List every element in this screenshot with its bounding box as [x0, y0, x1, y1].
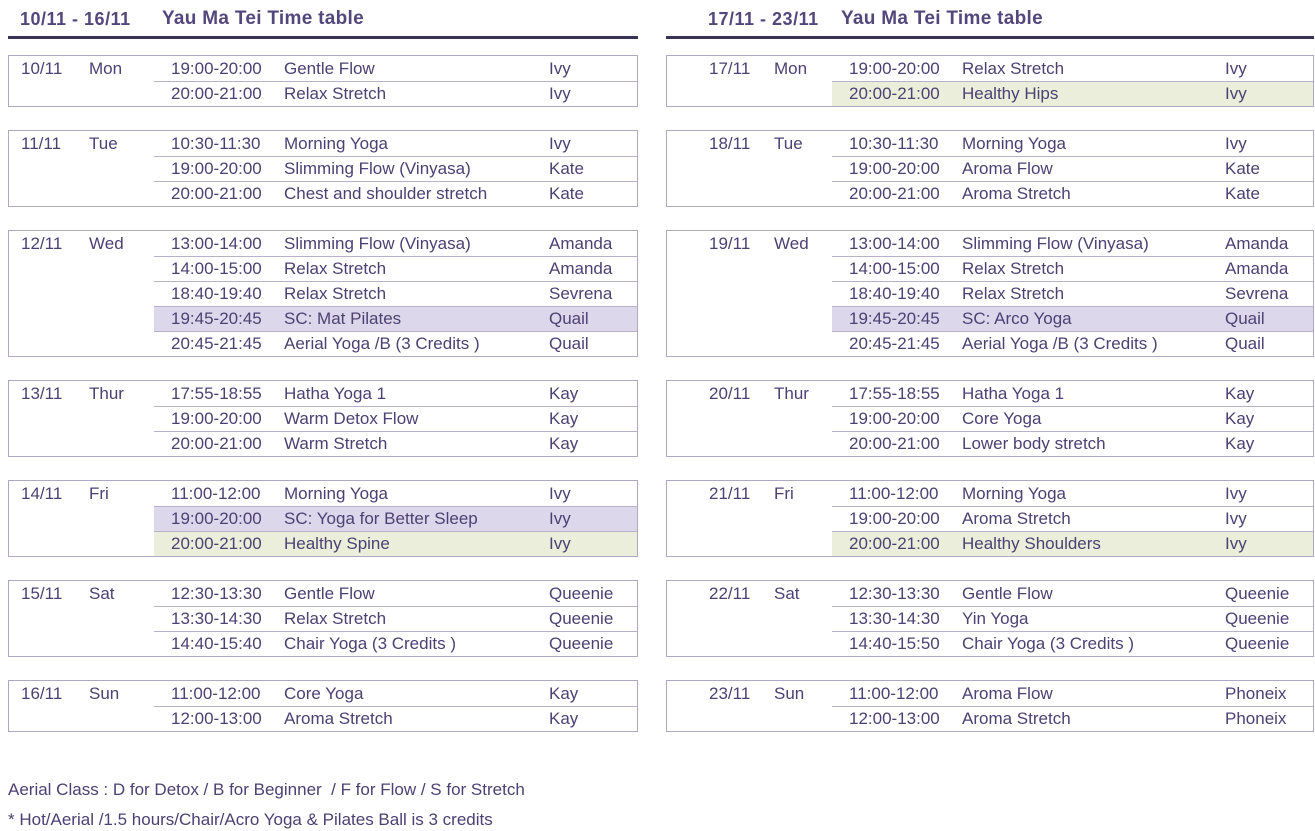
- day-name: Fri: [89, 484, 109, 503]
- class-teacher: Ivy: [1225, 484, 1247, 503]
- day-date: 18/11: [709, 134, 751, 153]
- class-name: Aroma Stretch: [962, 184, 1071, 203]
- day-date: 11/11: [21, 134, 62, 153]
- class-time: 10:30-11:30: [171, 134, 261, 153]
- table-header: [666, 7, 1314, 31]
- class-row: [154, 481, 637, 506]
- class-row: [154, 281, 637, 306]
- week-column: [666, 7, 1314, 755]
- class-row: [832, 256, 1313, 281]
- class-time: 20:00-21:00: [849, 534, 940, 553]
- class-time: 11:00-12:00: [849, 684, 939, 703]
- class-row: [154, 631, 637, 656]
- class-row: [154, 331, 637, 356]
- class-row: [154, 156, 637, 181]
- class-teacher: Ivy: [1225, 59, 1247, 78]
- class-name: Morning Yoga: [284, 484, 388, 503]
- day-block: [8, 480, 638, 557]
- day-name: Thur: [774, 384, 809, 403]
- header-rule: [666, 36, 1314, 39]
- class-teacher: Ivy: [549, 534, 571, 553]
- class-name: Aerial Yoga /B (3 Credits ): [962, 334, 1158, 353]
- class-teacher: Ivy: [549, 84, 571, 103]
- class-time: 19:00-20:00: [849, 59, 940, 78]
- class-row: [832, 56, 1313, 81]
- class-row: [154, 231, 637, 256]
- class-time: 20:45-21:45: [171, 334, 262, 353]
- class-rows: [154, 231, 637, 356]
- class-name: Aroma Stretch: [962, 509, 1071, 528]
- class-name: Relax Stretch: [284, 609, 387, 628]
- class-teacher: Phoneix: [1225, 709, 1287, 728]
- class-time: 19:00-20:00: [849, 509, 940, 528]
- class-name: SC: Mat Pilates: [284, 309, 402, 328]
- class-time: 17:55-18:55: [171, 384, 262, 403]
- class-teacher: Amanda: [549, 259, 613, 278]
- class-teacher: Ivy: [549, 484, 571, 503]
- class-name: Yin Yoga: [962, 609, 1029, 628]
- class-name: Warm Stretch: [284, 434, 388, 453]
- class-teacher: Queenie: [549, 609, 614, 628]
- class-time: 14:00-15:00: [849, 259, 940, 278]
- class-row: [832, 381, 1313, 406]
- class-row: [832, 481, 1313, 506]
- class-time: 19:00-20:00: [849, 409, 940, 428]
- class-name: Healthy Spine: [284, 534, 390, 553]
- class-rows: [154, 481, 637, 556]
- class-name: SC: Arco Yoga: [962, 309, 1072, 328]
- class-row: [832, 506, 1313, 531]
- class-time: 13:00-14:00: [849, 234, 940, 253]
- class-teacher: Kate: [549, 184, 584, 203]
- class-teacher: Kay: [549, 384, 579, 403]
- class-teacher: Amanda: [1225, 234, 1289, 253]
- class-rows: [832, 381, 1313, 456]
- class-time: 17:55-18:55: [849, 384, 940, 403]
- day-date: 13/11: [21, 384, 63, 403]
- class-row: [154, 381, 637, 406]
- class-name: Aroma Stretch: [962, 709, 1071, 728]
- class-row: [154, 431, 637, 456]
- class-rows: [154, 56, 637, 106]
- class-teacher: Kay: [1225, 384, 1255, 403]
- class-teacher: Kate: [549, 159, 584, 178]
- class-row: [832, 406, 1313, 431]
- day-date: 19/11: [709, 234, 751, 253]
- day-date: 21/11: [709, 484, 751, 503]
- class-rows: [154, 381, 637, 456]
- day-date: 23/11: [709, 684, 751, 703]
- class-time: 14:40-15:40: [171, 634, 262, 653]
- class-row: [832, 706, 1313, 731]
- day-name: Sat: [774, 584, 800, 603]
- class-rows: [154, 131, 637, 206]
- footnote-credits: * Hot/Aerial /1.5 hours/Chair/Acro Yoga & Pilates Ball is 3 credits: [8, 810, 493, 829]
- class-teacher: Queenie: [549, 584, 614, 603]
- class-teacher: Queenie: [1225, 609, 1290, 628]
- class-row: [154, 581, 637, 606]
- class-row: [832, 581, 1313, 606]
- footnote-aerial-classes: Aerial Class : D for Detox / B for Beginner / F for Flow / S for Stretch: [8, 780, 525, 799]
- week-range-label: 17/11 - 23/11: [708, 8, 819, 29]
- class-row: [154, 506, 637, 531]
- class-name: Relax Stretch: [962, 259, 1065, 278]
- day-name: Thur: [89, 384, 124, 403]
- class-time: 19:00-20:00: [171, 159, 262, 178]
- week-range-label: 10/11 - 16/11: [20, 8, 131, 29]
- class-name: Morning Yoga: [284, 134, 388, 153]
- class-teacher: Sevrena: [1225, 284, 1289, 303]
- class-name: Chair Yoga (3 Credits ): [284, 634, 456, 653]
- class-time: 20:45-21:45: [849, 334, 940, 353]
- class-rows: [832, 56, 1313, 106]
- class-row: [832, 156, 1313, 181]
- class-time: 14:40-15:50: [849, 634, 940, 653]
- class-time: 19:00-20:00: [171, 509, 262, 528]
- header-rule: [8, 36, 638, 39]
- class-name: Slimming Flow (Vinyasa): [962, 234, 1149, 253]
- day-block: [666, 380, 1314, 457]
- class-time: 11:00-12:00: [171, 484, 261, 503]
- day-date: 16/11: [21, 684, 63, 703]
- class-row: [154, 606, 637, 631]
- table-title: Yau Ma Tei Time table: [841, 8, 1043, 29]
- class-teacher: Kay: [1225, 434, 1255, 453]
- day-name: Tue: [89, 134, 118, 153]
- class-time: 12:30-13:30: [171, 584, 262, 603]
- class-teacher: Quail: [1225, 334, 1265, 353]
- class-time: 12:00-13:00: [171, 709, 262, 728]
- class-row: [832, 331, 1313, 356]
- class-name: Gentle Flow: [284, 59, 375, 78]
- class-time: 20:00-21:00: [171, 184, 262, 203]
- class-rows: [154, 681, 637, 731]
- day-name: Tue: [774, 134, 803, 153]
- class-teacher: Quail: [549, 309, 589, 328]
- class-row: [832, 181, 1313, 206]
- class-teacher: Queenie: [1225, 584, 1290, 603]
- class-teacher: Ivy: [1225, 509, 1247, 528]
- class-name: Relax Stretch: [962, 284, 1065, 303]
- class-rows: [832, 481, 1313, 556]
- class-teacher: Kay: [549, 684, 579, 703]
- class-rows: [832, 681, 1313, 731]
- class-name: Relax Stretch: [962, 59, 1065, 78]
- day-block: [8, 380, 638, 457]
- class-time: 11:00-12:00: [171, 684, 261, 703]
- class-row: [832, 606, 1313, 631]
- day-date: 15/11: [21, 584, 63, 603]
- class-name: Gentle Flow: [284, 584, 375, 603]
- class-name: Core Yoga: [962, 409, 1042, 428]
- class-time: 12:00-13:00: [849, 709, 940, 728]
- day-name: Wed: [89, 234, 124, 253]
- class-time: 20:00-21:00: [849, 434, 940, 453]
- day-date: 17/11: [709, 59, 751, 78]
- class-name: Relax Stretch: [284, 284, 387, 303]
- class-rows: [154, 581, 637, 656]
- class-row: [832, 306, 1313, 331]
- class-time: 10:30-11:30: [849, 134, 939, 153]
- class-row: [154, 706, 637, 731]
- class-teacher: Kay: [1225, 409, 1255, 428]
- day-blocks: [8, 55, 638, 732]
- class-teacher: Ivy: [549, 509, 571, 528]
- class-teacher: Quail: [1225, 309, 1265, 328]
- class-name: Hatha Yoga 1: [962, 384, 1065, 403]
- class-name: Warm Detox Flow: [284, 409, 419, 428]
- class-rows: [832, 581, 1313, 656]
- class-time: 19:00-20:00: [171, 409, 262, 428]
- class-name: Morning Yoga: [962, 484, 1066, 503]
- class-name: Lower body stretch: [962, 434, 1106, 453]
- class-row: [154, 181, 637, 206]
- class-row: [832, 531, 1313, 556]
- class-teacher: Ivy: [1225, 84, 1247, 103]
- day-name: Mon: [774, 59, 808, 78]
- class-row: [154, 681, 637, 706]
- day-name: Mon: [89, 59, 123, 78]
- class-row: [154, 306, 637, 331]
- week-column: [8, 7, 638, 755]
- class-time: 19:00-20:00: [171, 59, 262, 78]
- class-row: [832, 681, 1313, 706]
- day-date: 14/11: [21, 484, 63, 503]
- class-teacher: Amanda: [549, 234, 613, 253]
- class-name: Hatha Yoga 1: [284, 384, 387, 403]
- class-row: [154, 81, 637, 106]
- class-row: [154, 131, 637, 156]
- class-name: Relax Stretch: [284, 259, 387, 278]
- class-row: [832, 431, 1313, 456]
- class-time: 13:00-14:00: [171, 234, 262, 253]
- day-name: Sun: [774, 684, 805, 703]
- class-time: 14:00-15:00: [171, 259, 262, 278]
- class-name: Gentle Flow: [962, 584, 1053, 603]
- day-block: [8, 580, 638, 657]
- class-row: [832, 631, 1313, 656]
- day-block: [8, 55, 638, 107]
- class-teacher: Quail: [549, 334, 589, 353]
- day-date: 20/11: [709, 384, 751, 403]
- class-row: [832, 131, 1313, 156]
- day-block: [666, 55, 1314, 107]
- class-time: 19:45-20:45: [171, 309, 262, 328]
- table-title: Yau Ma Tei Time table: [162, 8, 364, 29]
- class-row: [154, 56, 637, 81]
- day-block: [8, 130, 638, 207]
- day-name: Sat: [89, 584, 115, 603]
- class-name: Relax Stretch: [284, 84, 387, 103]
- class-row: [154, 256, 637, 281]
- class-teacher: Kate: [1225, 159, 1260, 178]
- class-name: Core Yoga: [284, 684, 364, 703]
- class-time: 18:40-19:40: [171, 284, 262, 303]
- day-block: [666, 130, 1314, 207]
- class-teacher: Kay: [549, 434, 579, 453]
- day-block: [666, 580, 1314, 657]
- class-time: 20:00-21:00: [849, 184, 940, 203]
- day-name: Sun: [89, 684, 120, 703]
- day-block: [666, 680, 1314, 732]
- class-teacher: Queenie: [1225, 634, 1290, 653]
- day-date: 10/11: [21, 59, 63, 78]
- class-time: 19:45-20:45: [849, 309, 940, 328]
- day-block: [666, 230, 1314, 357]
- class-name: Healthy Hips: [962, 84, 1059, 103]
- class-name: Morning Yoga: [962, 134, 1066, 153]
- day-blocks: [666, 55, 1314, 732]
- class-name: Slimming Flow (Vinyasa): [284, 234, 471, 253]
- day-block: [8, 230, 638, 357]
- class-teacher: Kay: [549, 709, 579, 728]
- class-name: Aroma Flow: [962, 684, 1053, 703]
- class-name: Aerial Yoga /B (3 Credits ): [284, 334, 480, 353]
- class-teacher: Phoneix: [1225, 684, 1287, 703]
- class-name: Aroma Stretch: [284, 709, 393, 728]
- class-time: 12:30-13:30: [849, 584, 940, 603]
- day-date: 22/11: [709, 584, 751, 603]
- class-row: [832, 81, 1313, 106]
- day-block: [8, 680, 638, 732]
- class-time: 18:40-19:40: [849, 284, 940, 303]
- class-time: 20:00-21:00: [171, 434, 262, 453]
- class-name: Healthy Shoulders: [962, 534, 1101, 553]
- class-name: Slimming Flow (Vinyasa): [284, 159, 471, 178]
- class-teacher: Kay: [549, 409, 579, 428]
- class-name: SC: Yoga for Better Sleep: [284, 509, 478, 528]
- class-teacher: Ivy: [549, 59, 571, 78]
- class-row: [832, 231, 1313, 256]
- class-rows: [832, 231, 1313, 356]
- class-time: 20:00-21:00: [171, 84, 262, 103]
- day-date: 12/11: [21, 234, 63, 253]
- class-teacher: Ivy: [1225, 534, 1247, 553]
- class-teacher: Amanda: [1225, 259, 1289, 278]
- class-time: 11:00-12:00: [849, 484, 939, 503]
- class-teacher: Queenie: [549, 634, 614, 653]
- class-name: Chest and shoulder stretch: [284, 184, 488, 203]
- class-teacher: Ivy: [1225, 134, 1247, 153]
- class-time: 20:00-21:00: [171, 534, 262, 553]
- class-time: 19:00-20:00: [849, 159, 940, 178]
- day-name: Fri: [774, 484, 794, 503]
- class-row: [832, 281, 1313, 306]
- class-teacher: Ivy: [549, 134, 571, 153]
- class-row: [154, 406, 637, 431]
- class-rows: [832, 131, 1313, 206]
- class-time: 20:00-21:00: [849, 84, 940, 103]
- class-time: 13:30-14:30: [171, 609, 262, 628]
- class-name: Aroma Flow: [962, 159, 1053, 178]
- day-name: Wed: [774, 234, 809, 253]
- class-row: [154, 531, 637, 556]
- class-teacher: Sevrena: [549, 284, 613, 303]
- footnotes: [8, 779, 1315, 831]
- class-time: 13:30-14:30: [849, 609, 940, 628]
- table-header: [8, 7, 638, 31]
- day-block: [666, 480, 1314, 557]
- class-teacher: Kate: [1225, 184, 1260, 203]
- class-name: Chair Yoga (3 Credits ): [962, 634, 1134, 653]
